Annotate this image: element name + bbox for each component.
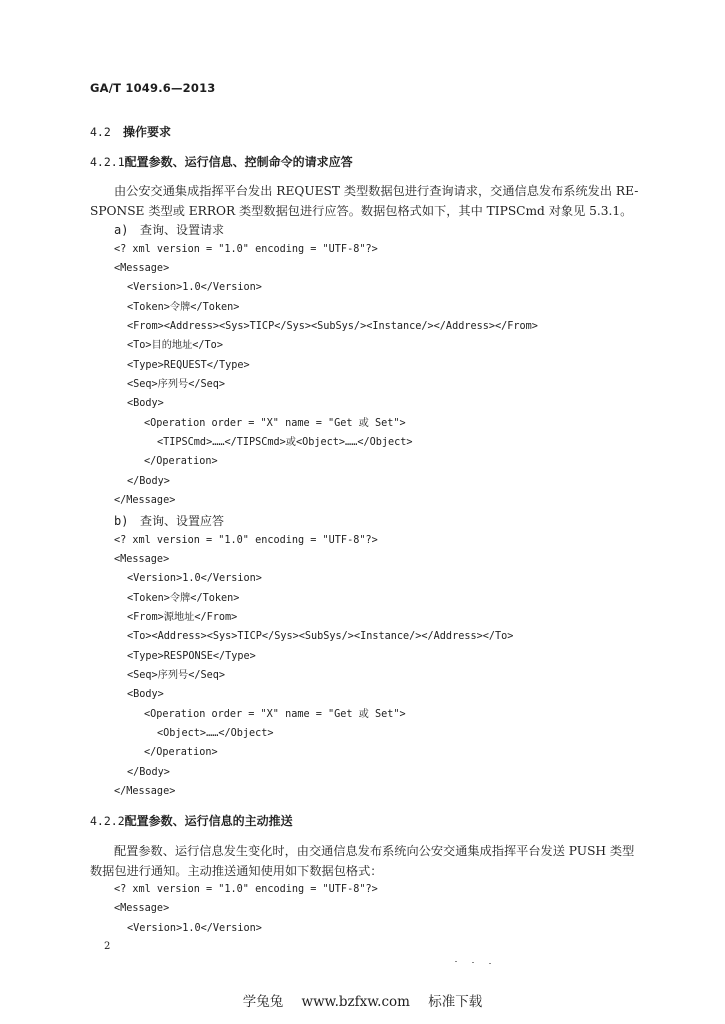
code-line: <Message> xyxy=(114,903,170,914)
code-line: <Version>1.0</Version> xyxy=(127,923,262,934)
code-line: <? xml version = "1.0" encoding = "UTF-8"?> xyxy=(114,884,378,895)
intro-paragraph-line: SPONSE 类型或 ERROR 类型数据包进行应答。数据包格式如下，其中 TIPSCmd 对象见 5.3.1。 xyxy=(90,204,633,218)
section-number: 4.2.2 xyxy=(90,814,125,828)
code-line: <? xml version = "1.0" encoding = "UTF-8"?> xyxy=(114,535,378,546)
section-4-2-heading xyxy=(90,126,171,139)
page-number: 2 xyxy=(104,941,111,952)
code-line: <Body> xyxy=(127,398,164,409)
code-line: <To>目的地址</To> xyxy=(127,340,223,351)
code-line: <Type>RESPONSE</Type> xyxy=(127,651,256,662)
section-4-2-2-heading xyxy=(90,815,293,828)
item-text: 查询、设置请求 xyxy=(140,223,225,237)
item-tag: b) xyxy=(114,514,129,528)
code-line: </Body> xyxy=(127,476,170,487)
code-line: </Operation> xyxy=(144,747,218,758)
code-line: <Version>1.0</Version> xyxy=(127,282,262,293)
item-a-label xyxy=(114,224,224,236)
push-paragraph-line: 数据包进行通知。主动推送通知使用如下数据包格式： xyxy=(90,864,383,878)
code-line: <Message> xyxy=(114,263,170,274)
code-line: <? xml version = "1.0" encoding = "UTF-8"?> xyxy=(114,244,378,255)
code-line: <Body> xyxy=(127,689,164,700)
code-line: <Token>令牌</Token> xyxy=(127,593,240,604)
item-text: 查询、设置应答 xyxy=(140,514,225,528)
code-line: <TIPSCmd>……</TIPSCmd>或<Object>……</Object> xyxy=(157,437,413,448)
code-line: <From>源地址</From> xyxy=(127,612,238,623)
scan-speck xyxy=(472,962,474,963)
code-line: <Seq>序列号</Seq> xyxy=(127,379,226,390)
code-line: <Type>REQUEST</Type> xyxy=(127,360,250,371)
footer-watermark: 学兔兔 www.bzfxw.com 标准下载 xyxy=(242,994,483,1010)
section-number: 4.2 xyxy=(90,125,111,139)
intro-paragraph-line: 由公安交通集成指挥平台发出 REQUEST 类型数据包进行查询请求，交通信息发布系统发出 RE- xyxy=(114,184,639,198)
document-header: GA/T 1049.6—2013 xyxy=(90,81,216,95)
code-line: </Body> xyxy=(127,767,170,778)
code-line: <Seq>序列号</Seq> xyxy=(127,670,226,681)
code-line: <From><Address><Sys>TICP</Sys><SubSys/><Instance/></Address></From> xyxy=(127,321,538,332)
code-line: <Operation order = "X" name = "Get 或 Set"> xyxy=(144,709,406,720)
code-line: </Message> xyxy=(114,495,176,506)
code-line: <Operation order = "X" name = "Get 或 Set"> xyxy=(144,418,406,429)
code-line: <Message> xyxy=(114,554,170,565)
item-tag: a) xyxy=(114,223,129,237)
scan-speck xyxy=(455,961,457,962)
code-line: <Object>……</Object> xyxy=(157,728,274,739)
code-line: <Token>令牌</Token> xyxy=(127,302,240,313)
section-4-2-1-heading xyxy=(90,156,353,169)
code-line: </Message> xyxy=(114,786,176,797)
section-title: 操作要求 xyxy=(123,125,172,139)
section-title: 配置参数、运行信息的主动推送 xyxy=(124,814,293,828)
code-line: <Version>1.0</Version> xyxy=(127,573,262,584)
push-paragraph-line: 配置参数、运行信息发生变化时，由交通信息发布系统向公安交通集成指挥平台发送 PUSH 类型 xyxy=(114,844,635,858)
section-title: 配置参数、运行信息、控制命令的请求应答 xyxy=(124,155,353,169)
code-line: <To><Address><Sys>TICP</Sys><SubSys/><Instance/></Address></To> xyxy=(127,631,514,642)
code-line: </Operation> xyxy=(144,456,218,467)
item-b-label xyxy=(114,515,224,527)
scan-speck xyxy=(489,963,491,964)
section-number: 4.2.1 xyxy=(90,155,125,169)
